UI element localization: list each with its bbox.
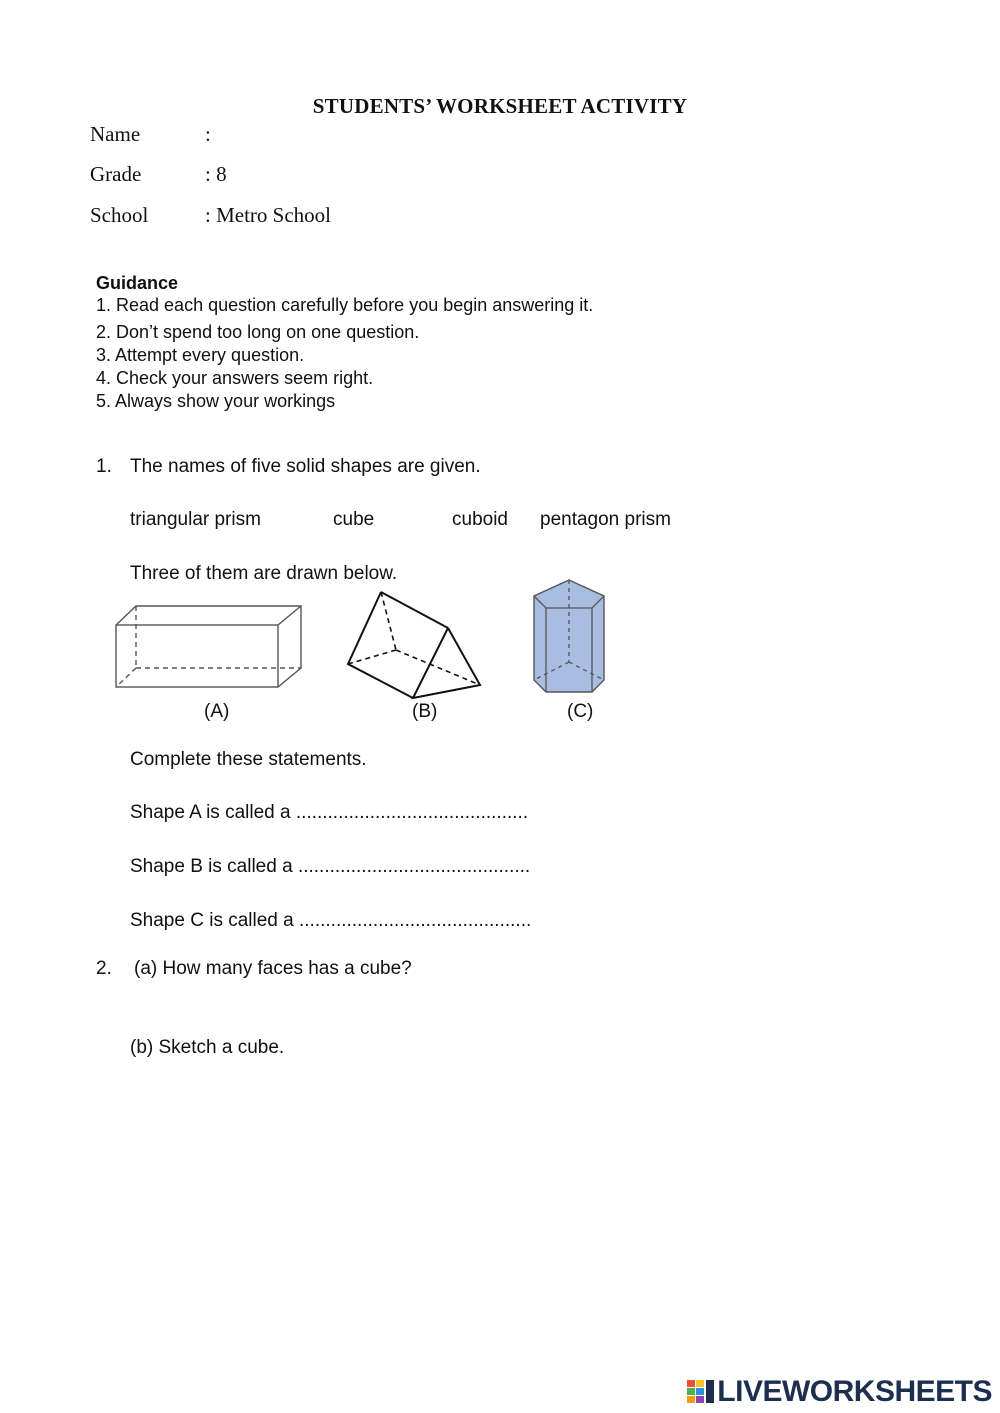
name-label: Name (90, 122, 141, 146)
q2-number: 2. (96, 958, 112, 979)
grade-value: : 8 (205, 162, 227, 186)
q1-instruction: Complete these statements. (130, 749, 367, 770)
guidance-title: Guidance (96, 273, 179, 293)
shape-c-pentagon-prism-figure (526, 576, 612, 698)
statement-shape-c[interactable]: Shape C is called a ............................................ (130, 910, 532, 931)
statement-shape-b[interactable]: Shape B is called a ............................................ (130, 856, 531, 877)
guidance-item: 5. Always show your workings (96, 391, 336, 411)
shape-a-cuboid-figure (110, 598, 310, 694)
label-a: (A) (204, 701, 230, 722)
shape-name-cube: cube (333, 509, 375, 530)
label-c: (C) (567, 701, 594, 722)
q1-text: The names of five solid shapes are given. (130, 456, 481, 477)
school-value: : Metro School (205, 203, 331, 227)
shape-name-triangular-prism: triangular prism (130, 509, 261, 530)
guidance-item: 2. Don’t spend too long on one question. (96, 322, 420, 342)
grade-label: Grade (90, 162, 142, 186)
worksheet-title: STUDENTS’ WORKSHEET ACTIVITY (312, 94, 688, 118)
school-label: School (90, 203, 149, 227)
shape-name-cuboid: cuboid (452, 509, 508, 530)
shape-name-pentagon-prism: pentagon prism (540, 509, 671, 530)
liveworksheets-blocks-icon (687, 1379, 715, 1405)
liveworksheets-logo (687, 1374, 992, 1410)
q1-number: 1. (96, 456, 112, 477)
q1-intro: Three of them are drawn below. (130, 563, 398, 584)
guidance-item: 3. Attempt every question. (96, 345, 305, 365)
statement-shape-a[interactable]: Shape A is called a ............................................ (130, 802, 529, 823)
q2-part-b: (b) Sketch a cube. (130, 1037, 285, 1058)
q2-part-a: (a) How many faces has a cube? (134, 958, 412, 979)
guidance-item: 4. Check your answers seem right. (96, 368, 374, 388)
guidance-item: 1. Read each question carefully before you begin answering it. (96, 295, 594, 315)
name-value: : (205, 122, 211, 146)
liveworksheets-wordmark: LIVEWORKSHEETS (717, 1375, 992, 1408)
shape-b-triangular-prism-figure (340, 588, 488, 704)
label-b: (B) (412, 701, 438, 722)
